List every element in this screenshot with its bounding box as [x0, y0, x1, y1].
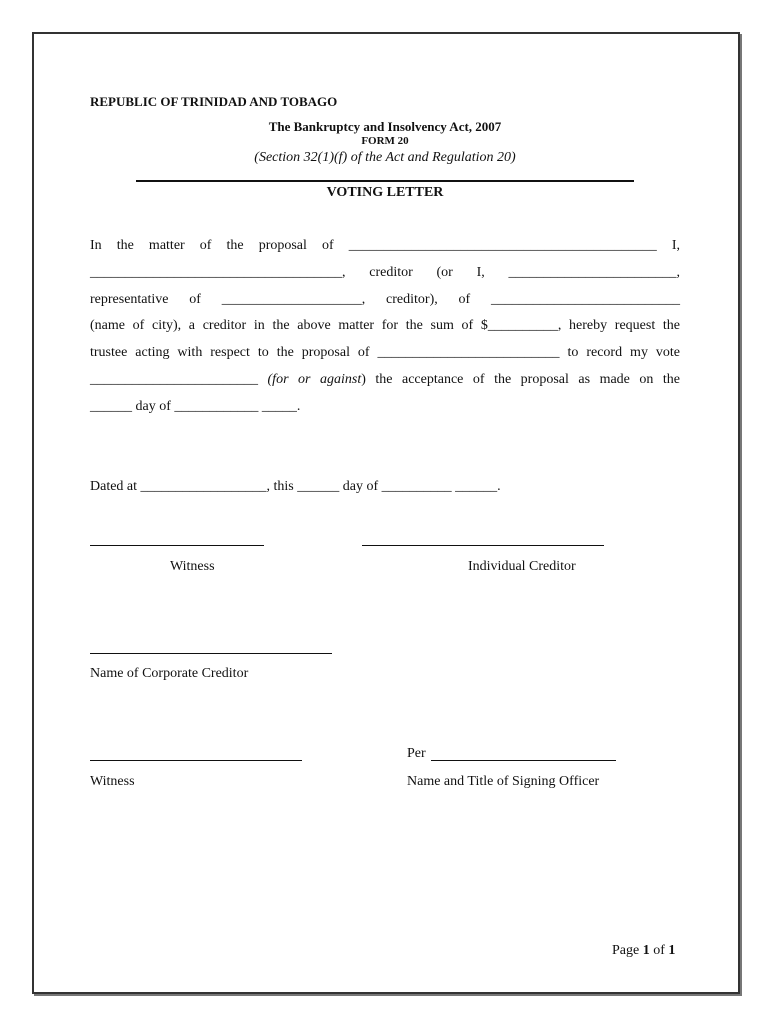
act-title: The Bankruptcy and Insolvency Act, 2007 — [268, 119, 502, 134]
paragraph-line-1-text: In the matter of the proposal of _________ — [90, 238, 412, 253]
vote-blank: ________________________ — [90, 371, 268, 387]
signing-officer-signature-line — [431, 760, 616, 761]
corporate-creditor-label: Name of Corporate Creditor — [90, 666, 249, 681]
signing-officer-label: Name and Title of Signing Officer — [407, 774, 600, 789]
witness-signature-line — [90, 545, 264, 546]
header-divider — [136, 180, 634, 182]
paragraph-line-6 — [90, 367, 680, 394]
section-reference: (Section 32(1)(f) of the Act and Regulation 20) — [254, 150, 516, 165]
page-current: 1 — [642, 943, 650, 958]
paragraph-line-1 — [90, 233, 680, 260]
witness-2-label: Witness — [90, 774, 135, 789]
paragraph-line-3: representative of ____________________, creditor), of ___________________________ — [90, 291, 680, 307]
document-frame — [32, 32, 740, 994]
witness-2-signature-line — [90, 760, 302, 761]
voting-paragraph — [90, 233, 680, 421]
paragraph-line-6-text: ) the acceptance of the proposal as made on the — [361, 371, 681, 387]
paragraph-line-4: (name of city), a creditor in the above matter for the sum of $__________, hereby request the — [90, 318, 680, 334]
paragraph-line-2: ____________________________________, creditor (or I, ________________________, — [90, 264, 680, 280]
document-title: VOTING LETTER — [326, 185, 444, 200]
per-label: Per — [407, 746, 426, 761]
country-heading: REPUBLIC OF TRINIDAD AND TOBAGO — [90, 94, 338, 109]
paragraph-line-7: ______ day of ____________ _____. — [90, 398, 301, 414]
witness-label: Witness — [170, 559, 215, 574]
page-number — [612, 943, 675, 959]
for-or-against-note: (for or against — [267, 371, 362, 387]
paragraph-line-1-blank: ___________________________________ I, — [411, 238, 680, 253]
corporate-creditor-name-line — [90, 653, 332, 654]
dated-line: Dated at __________________, this ______ day of __________ ______. — [90, 479, 501, 494]
individual-creditor-label: Individual Creditor — [468, 559, 576, 574]
individual-creditor-signature-line — [362, 545, 604, 546]
page-total: 1 — [668, 943, 676, 958]
page-of: of — [649, 943, 669, 958]
paragraph-line-5: trustee acting with respect to the proposal of __________________________ to record my vote — [90, 345, 680, 361]
form-number: FORM 20 — [361, 135, 409, 147]
page-prefix: Page — [612, 943, 643, 958]
